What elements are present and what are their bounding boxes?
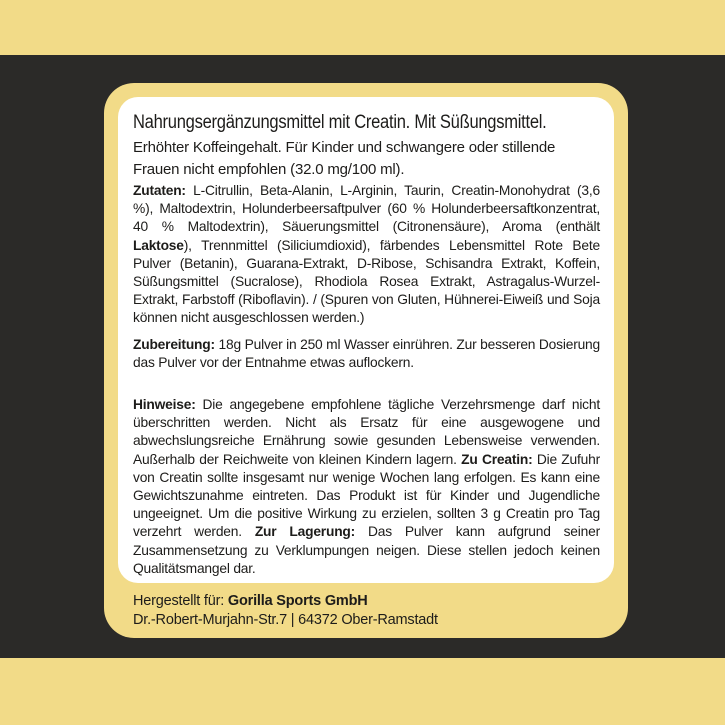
notes-paragraph: Hinweise: Die angegebene empfohlene tägliche Verzehrsmenge darf nicht überschritten werden. Nicht als Ersatz für eine ausgewogene und abwechslungsreiche Ernährung sowie gesunden Lebensweise verwenden. Außerhalb der Reichweite von kleinen Kindern lagern. Zu Creatin: Die Zufuhr von Creatin sollte insgesamt nur wenige Wochen lang erfolgen. Es kann eine Gewichtszunahme eintreten. Das Produkt ist für Kinder und Jugendliche ungeeignet. Um die positive Wirkung zu erzielen, sollten 3 g Creatin pro Tag verzehrt werden. Zur Lagerung: Das Pulver kann aufgrund seiner Zusammensetzung zu Verklumpungen neigen. Diese stellen jedoch keinen Qualitätsmangel dar.	[133, 397, 600, 576]
product-title: Nahrungsergänzungsmittel mit Creatin. Mit Süßungsmittel.	[133, 112, 547, 133]
bottom-yellow-band	[0, 658, 725, 725]
manufacturer-info	[133, 592, 603, 630]
label-card	[104, 83, 628, 638]
preparation-paragraph: Zubereitung: 18g Pulver in 250 ml Wasser einrühren. Zur besseren Dosierung das Pulver vor der Entnahme etwas auflockern.	[133, 336, 601, 370]
caffeine-warning-text: Erhöhter Koffeingehalt. Für Kinder und schwangere oder stillende Frauen nicht empfohlen (32.0 mg/100 ml).	[133, 139, 556, 178]
top-yellow-band	[0, 0, 725, 55]
address-line: Dr.-Robert-Murjahn-Str.7 | 64372 Ober-Ramstadt	[133, 612, 438, 628]
manufacturer-line: Hergestellt für: Gorilla Sports GmbH	[133, 593, 368, 609]
label-text-panel	[118, 97, 614, 583]
ingredients-paragraph: Zutaten: L-Citrullin, Beta-Alanin, L-Arginin, Taurin, Creatin-Monohydrat (3,6 %), Maltodextrin, Holunderbeersaftpulver (60 % Holunderbeersaftkonzentrat, 40 % Maltodextrin), Säuerungsmittel (Citronensäure), Aroma (enthält Laktose), Trennmittel (Siliciumdioxid), färbendes Lebensmittel Rote Bete Pulver (Betanin), Guarana-Extrakt, D-Ribose, Schisandra Extrakt, Koffein, Süßungsmittel (Sucralose), Rhodiola Rosea Extrakt, Astragalus-Wurzel-Extrakt, Farbstoff (Riboflavin). / (Spuren von Gluten, Hühnerei-Eiweiß und Soja können nicht ausgeschlossen werden.)	[133, 183, 600, 326]
